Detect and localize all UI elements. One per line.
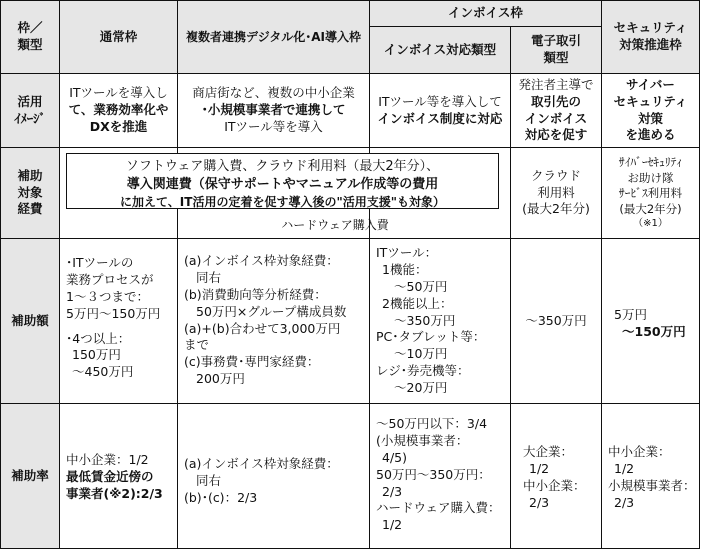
expenses-label-line3: 経費 (17, 201, 43, 217)
rate-invoice-line3: 4/5) (382, 449, 407, 465)
hardware-label: ハードウェア購入費 (281, 218, 389, 232)
expenses-ec (510, 147, 602, 239)
rate-normal-line1: 中小企業：1/2 (66, 452, 149, 467)
rate-ec-line1: 大企業： (523, 444, 574, 459)
row-label-rate: 補助率 (0, 403, 60, 549)
amount-normal-line4: 5万円～150万円 (66, 305, 161, 321)
amount-invoice-line5: ～350万円 (394, 312, 456, 328)
header-security-line1: セキュリティ (613, 20, 688, 36)
amount-normal-spacer (66, 323, 171, 331)
rate-normal-line3: 事業者(※2):2/3 (66, 485, 163, 501)
common-expenses-line1: ソフトウェア購入費、クラウド利用料（最大2年分）、 (125, 159, 440, 174)
amount-ec: ～350万円 (510, 238, 602, 404)
usage-invoice (369, 73, 511, 148)
expenses-security-note: （※1） (633, 218, 668, 230)
row-label-expenses (0, 147, 60, 239)
row-label-amount: 補助額 (0, 238, 60, 404)
header-security (601, 0, 700, 74)
amount-multi-line4: 50万円×グループ構成員数 (196, 303, 347, 319)
header-invoice-group: インボイス枠 (369, 0, 602, 27)
expenses-label-line2: 対象 (17, 184, 43, 200)
header-ec (510, 26, 602, 74)
amount-security (601, 238, 700, 404)
rate-invoice-line7: 1/2 (382, 517, 403, 533)
amount-normal-line8: ～450万円 (72, 364, 134, 380)
amount-multi-line7: (c)事務費･専門家経費： (184, 354, 320, 370)
rate-security-line3: 小規模事業者： (608, 477, 696, 493)
expenses-security-line2: お助け隊 (627, 170, 674, 185)
rate-multi (177, 403, 370, 549)
rate-ec-line2: 1/2 (529, 460, 550, 476)
amount-invoice-line7: ～10万円 (394, 346, 448, 362)
rate-ec-line4: 2/3 (529, 494, 550, 510)
amount-invoice (369, 238, 511, 404)
usage-multi-line3: ITツール等を導入 (224, 118, 323, 134)
usage-security (601, 73, 700, 148)
expenses-ec-line3: (最大2年分) (522, 201, 590, 217)
usage-multi-line2: ･小規模事業者で連携して (201, 102, 346, 118)
expenses-ec-line1: クラウド (530, 167, 581, 183)
usage-normal-line3: DXを推進 (89, 118, 148, 134)
usage-normal-line1: ITツールを導入し (69, 85, 168, 101)
usage-label-line1: 活用 (17, 93, 43, 109)
amount-invoice-line9: ～20万円 (394, 380, 448, 395)
header-normal: 通常枠 (59, 0, 178, 74)
usage-security-line2: セキュリティ (613, 93, 688, 109)
usage-multi (177, 73, 370, 148)
amount-invoice-line4: 2機能以上： (382, 295, 453, 311)
header-ec-line1: 電子取引 (530, 33, 581, 49)
rate-security-line4: 2/3 (614, 494, 635, 510)
rate-invoice-line4: 50万円～350万円： (376, 466, 491, 482)
rate-invoice (369, 403, 511, 549)
usage-ec-line2: 取引先の (530, 93, 581, 109)
usage-label-line2: ｲﾒｰｼﾞ (14, 110, 46, 126)
header-ec-line2: 類型 (543, 50, 569, 65)
expenses-security-line4: (最大2年分) (619, 201, 682, 216)
amount-normal-line3: 1～３つまで： (66, 288, 149, 304)
usage-invoice-line2: インボイス制度に対応 (377, 110, 503, 126)
amount-multi-line8: 200万円 (196, 371, 245, 387)
amount-normal-line6: ･4つ以上： (66, 330, 131, 346)
amount-multi-line2: 同右 (196, 269, 222, 285)
expenses-security-line3: ｻｰﾋﾞｽ利用料 (618, 186, 683, 201)
usage-ec (510, 73, 602, 148)
expenses-security-line1: ｻｲﾊﾞｰｾｷｭﾘﾃｨ (618, 155, 683, 170)
amount-multi-line3: (b)消費動向等分析経費： (184, 286, 327, 302)
rate-invoice-line5: 2/3 (382, 483, 403, 499)
rate-multi-line2: 同右 (196, 472, 222, 488)
amount-normal (59, 238, 178, 404)
rate-security-line1: 中小企業： (608, 444, 671, 459)
usage-ec-line3: インボイス (524, 110, 588, 126)
header-type-line2: 類型 (17, 37, 43, 52)
amount-multi-line6: まで (184, 337, 210, 353)
usage-security-line1: サイバー (626, 76, 675, 92)
amount-security-line2: ～150万円 (622, 323, 686, 339)
rate-security (601, 403, 700, 549)
header-security-line2: 対策推進枠 (619, 37, 682, 52)
amount-invoice-line2: 1機能： (382, 261, 428, 277)
common-expenses-line3: に加えて、IT活用の定着を促す導入後の"活用支援"も対象） (120, 195, 445, 210)
amount-invoice-line3: ～50万円 (394, 278, 448, 294)
amount-normal-line7: 150万円 (72, 347, 121, 363)
amount-security-line1: 5万円 (614, 307, 647, 322)
usage-invoice-line1: ITツール等を導入して (378, 93, 502, 109)
rate-invoice-line1: ～50万円以下：3/4 (376, 416, 488, 431)
rate-invoice-line2: (小規模事業者： (376, 432, 469, 448)
rate-multi-line1: (a)インボイス枠対象経費： (184, 456, 339, 471)
row-label-usage (0, 73, 60, 148)
rate-security-line2: 1/2 (614, 460, 635, 476)
amount-normal-line1: ･ITツールの (66, 255, 134, 270)
rate-normal-line2: 最低賃金近傍の (66, 468, 154, 484)
common-expenses-line2: 導入関連費（保守サポートやマニュアル作成等の費用 (126, 177, 439, 193)
expenses-ec-line2: 利用料 (537, 184, 575, 200)
usage-security-line4: を進める (625, 127, 676, 143)
usage-normal-line2: て、業務効率化や (68, 102, 169, 118)
rate-multi-line3: (b)･(c)：2/3 (184, 489, 258, 505)
rate-invoice-line6: ハードウェア購入費： (376, 500, 501, 516)
amount-multi-line1: (a)インボイス枠対象経費： (184, 253, 339, 268)
header-multi: 複数者連携デジタル化･AI導入枠 (177, 0, 370, 74)
usage-ec-line4: 対応を促す (524, 127, 588, 143)
header-type-line1: 枠／ (17, 20, 43, 36)
rate-normal (59, 403, 178, 549)
amount-normal-line2: 業務プロセスが (66, 271, 154, 287)
header-invoice-type: インボイス対応類型 (369, 26, 511, 74)
amount-invoice-line6: PC･タブレット等： (376, 329, 486, 345)
header-type (0, 0, 60, 74)
amount-multi-line5: (a)+(b)合わせて3,000万円 (184, 320, 341, 336)
amount-invoice-line1: ITツール： (376, 245, 438, 260)
expenses-security (601, 147, 700, 239)
expenses-label-line1: 補助 (17, 167, 43, 183)
rate-ec (510, 403, 602, 549)
amount-invoice-line8: レジ･券売機等： (376, 363, 470, 379)
usage-multi-line1: 商店街など、複数の中小企業 (192, 85, 355, 101)
common-expenses-box (66, 153, 499, 209)
usage-security-line3: 対策 (637, 110, 663, 126)
usage-ec-line1: 発注者主導で (518, 76, 594, 92)
usage-normal (59, 73, 178, 148)
rate-ec-line3: 中小企業： (523, 477, 586, 493)
amount-multi (177, 238, 370, 404)
